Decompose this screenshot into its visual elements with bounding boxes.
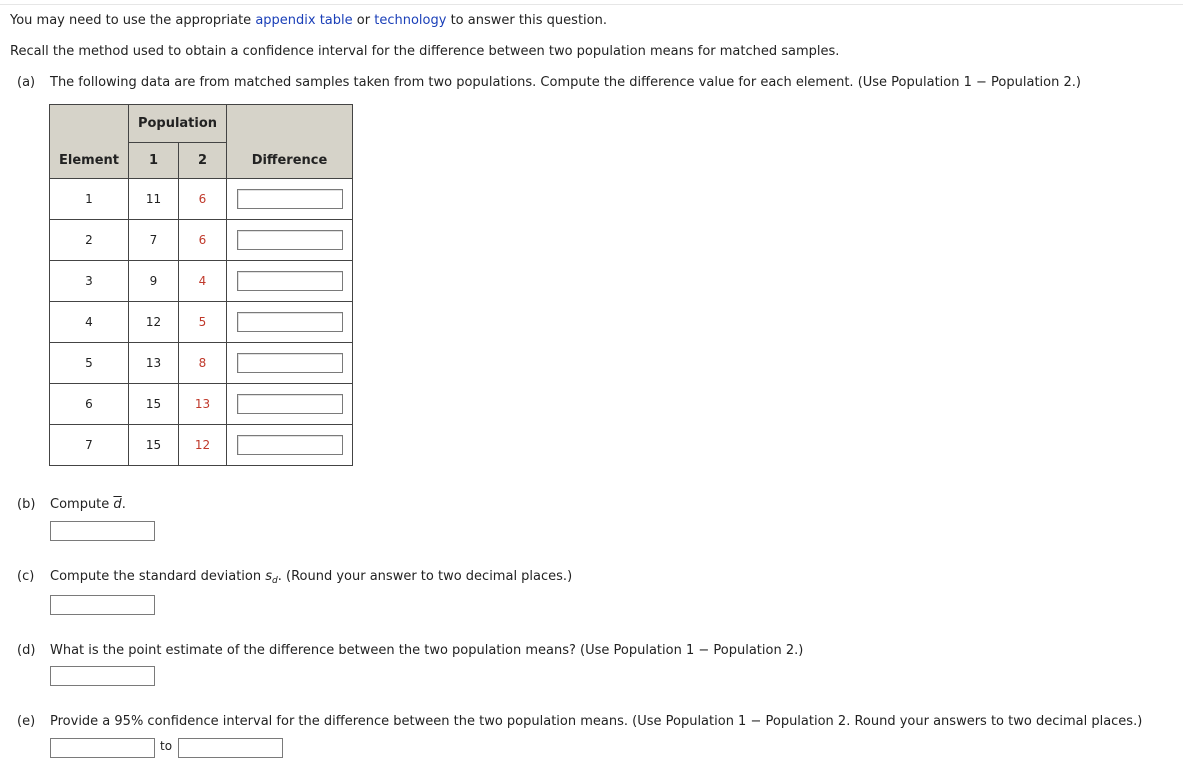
part-a-text: The following data are from matched samples taken from two populations. Compute the difference value for each element. (Use Population 1 − Population 2.) — [50, 75, 1081, 90]
appendix-table-link[interactable]: appendix table — [255, 13, 353, 28]
part-b — [17, 497, 126, 512]
s-subscript: d — [272, 576, 278, 586]
d-bar-symbol: $\overline{d}$ — [113, 497, 122, 512]
pop1-cell: 15 — [129, 425, 179, 466]
element-cell: 5 — [50, 343, 129, 384]
intro-prefix: You may need to use the appropriate — [10, 13, 252, 28]
element-cell: 2 — [50, 220, 129, 261]
pop1-cell: 11 — [129, 179, 179, 220]
pop2-cell: 6 — [179, 179, 227, 220]
ci-upper-input[interactable] — [178, 738, 283, 758]
difference-input[interactable] — [237, 189, 343, 209]
pop2-cell: 4 — [179, 261, 227, 302]
pop1-header: 1 — [129, 143, 179, 179]
std-dev-input[interactable] — [50, 595, 155, 615]
pop2-cell: 8 — [179, 343, 227, 384]
table-row — [50, 261, 353, 302]
difference-cell — [227, 302, 353, 343]
element-cell: 3 — [50, 261, 129, 302]
difference-input[interactable] — [237, 230, 343, 250]
part-b-label: (b) — [17, 497, 36, 512]
intro-suffix: to answer this question. — [450, 13, 607, 28]
part-a-label: (a) — [17, 75, 36, 90]
part-e-text: Provide a 95% confidence interval for the difference between the two population means. (Use Population 1 − Population 2. Round your answers to two decimal places.) — [50, 714, 1143, 729]
pop1-cell: 15 — [129, 384, 179, 425]
intro-mid: or — [356, 13, 371, 28]
table-row — [50, 220, 353, 261]
pop1-cell: 13 — [129, 343, 179, 384]
pop1-cell: 12 — [129, 302, 179, 343]
data-table — [49, 104, 353, 466]
difference-cell — [227, 261, 353, 302]
difference-header: Difference — [227, 143, 353, 179]
pop2-cell: 5 — [179, 302, 227, 343]
difference-input[interactable] — [237, 353, 343, 373]
part-c-label: (c) — [17, 569, 35, 584]
part-c-end: . (Round your answer to two decimal places.) — [277, 569, 573, 584]
element-header-top — [50, 105, 129, 143]
pop2-cell: 6 — [179, 220, 227, 261]
s-symbol: s — [265, 569, 273, 584]
point-estimate-input[interactable] — [50, 666, 155, 686]
part-d — [17, 643, 803, 658]
difference-input[interactable] — [237, 312, 343, 332]
pop2-cell: 12 — [179, 425, 227, 466]
difference-cell — [227, 384, 353, 425]
part-e — [17, 714, 1142, 729]
table-row — [50, 425, 353, 466]
pop2-cell: 13 — [179, 384, 227, 425]
d-bar-input[interactable] — [50, 521, 155, 541]
difference-header-top — [227, 105, 353, 143]
top-divider — [0, 4, 1183, 5]
difference-cell — [227, 179, 353, 220]
part-e-label: (e) — [17, 714, 36, 729]
part-b-text: Compute — [50, 497, 110, 512]
element-header: Element — [50, 143, 129, 179]
difference-input[interactable] — [237, 435, 343, 455]
element-cell: 1 — [50, 179, 129, 220]
difference-cell — [227, 425, 353, 466]
part-c-text: Compute the standard deviation — [50, 569, 262, 584]
part-d-label: (d) — [17, 643, 36, 658]
pop1-cell: 9 — [129, 261, 179, 302]
ci-lower-input[interactable] — [50, 738, 155, 758]
part-a — [17, 75, 1081, 90]
intro-line — [10, 13, 607, 28]
pop1-cell: 7 — [129, 220, 179, 261]
difference-cell — [227, 343, 353, 384]
element-cell: 7 — [50, 425, 129, 466]
table-row — [50, 179, 353, 220]
element-cell: 6 — [50, 384, 129, 425]
to-label: to — [160, 739, 173, 753]
element-cell: 4 — [50, 302, 129, 343]
table-row — [50, 384, 353, 425]
difference-input[interactable] — [237, 271, 343, 291]
part-b-end: . — [121, 497, 126, 512]
recall-text: Recall the method used to obtain a confidence interval for the difference between two population means for matched samples. — [10, 44, 840, 59]
table-row — [50, 343, 353, 384]
difference-cell — [227, 220, 353, 261]
difference-input[interactable] — [237, 394, 343, 414]
table-row — [50, 302, 353, 343]
part-c — [17, 569, 572, 584]
population-header: Population — [129, 105, 227, 143]
technology-link[interactable]: technology — [374, 13, 447, 28]
part-d-text: What is the point estimate of the difference between the two population means? (Use Population 1 − Population 2.) — [50, 643, 804, 658]
pop2-header: 2 — [179, 143, 227, 179]
